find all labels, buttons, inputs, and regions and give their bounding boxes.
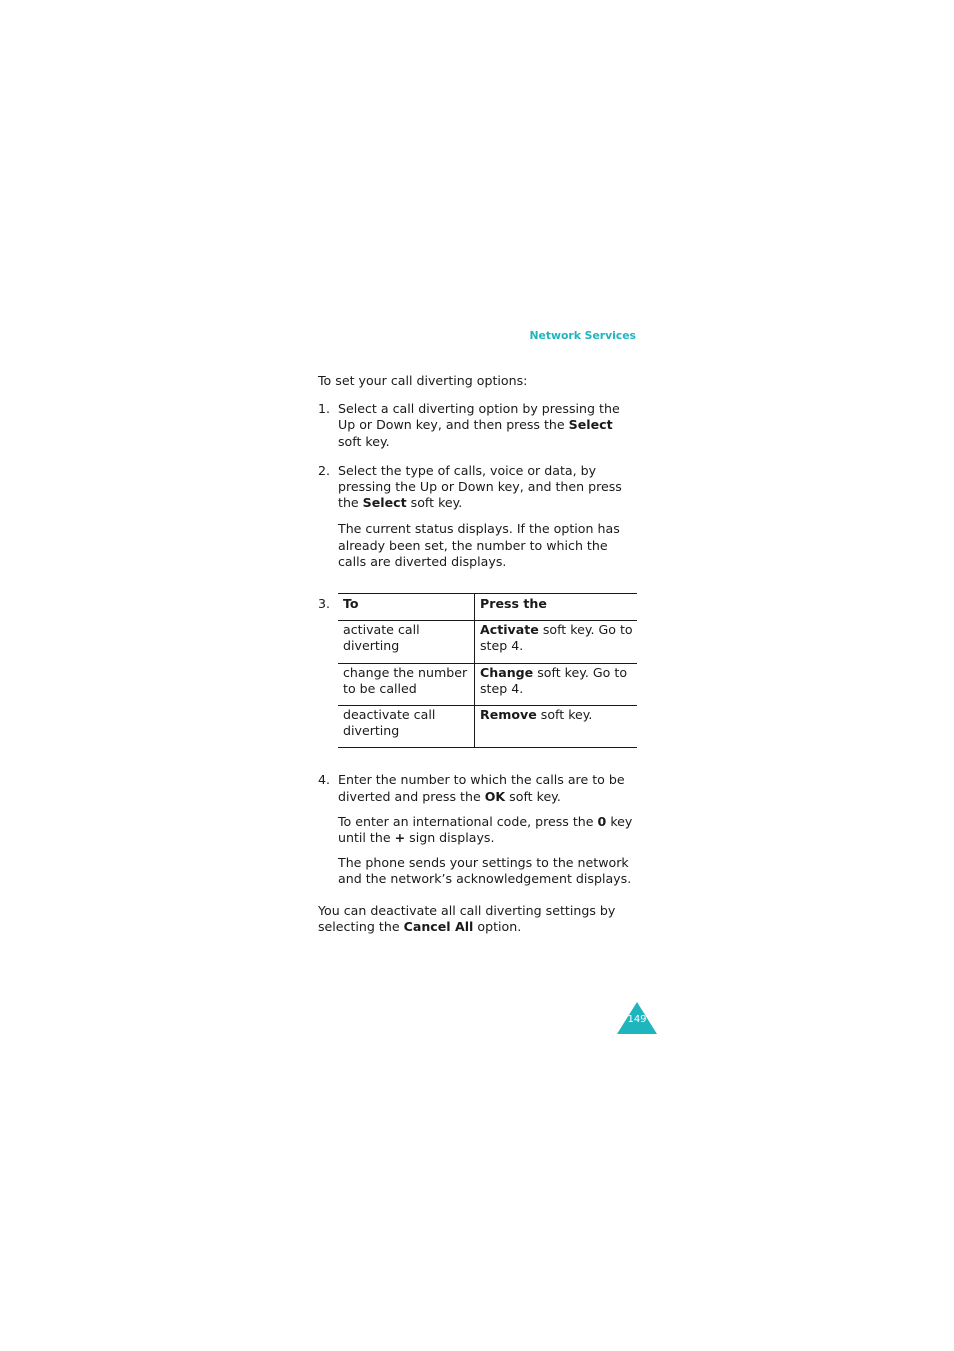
- step-4: [318, 772, 638, 804]
- table-header-row: [338, 594, 637, 621]
- table-cell-to: activate call diverting: [338, 621, 475, 663]
- page-number: 149: [627, 1014, 647, 1025]
- column-header-to: To: [338, 594, 475, 621]
- table-cell-to: deactivate call diverting: [338, 706, 475, 748]
- cancel-all-label: Cancel All: [403, 918, 474, 934]
- cancel-all-note: You can deactivate all call diverting settings by selecting the Cancel All option.: [318, 902, 616, 934]
- step-3: [318, 593, 638, 748]
- step-number: 3.: [318, 596, 331, 612]
- table-row: [338, 663, 637, 705]
- column-header-press: Press the: [475, 594, 638, 621]
- table-cell-press: Activate soft key. Go to step 4.: [475, 621, 638, 663]
- intro-text: To set your call diverting options:: [318, 373, 528, 388]
- page-number-badge: [617, 1002, 657, 1034]
- step-number: 4.: [318, 772, 331, 788]
- page-content: [318, 373, 638, 935]
- international-code-note: To enter an international code, press the 0 key until the + sign displays.: [338, 813, 633, 846]
- select-key-label: Select: [362, 495, 407, 511]
- step-number: 1.: [318, 401, 331, 417]
- table-row: [338, 706, 637, 748]
- options-table: [338, 593, 637, 748]
- network-ack-note: The phone sends your settings to the network and the network’s acknowledgement displays.: [338, 855, 632, 887]
- select-key-label: Select: [568, 417, 613, 433]
- step-2-text: Select the type of calls, voice or data, by pressing the Up or Down key, and then press the Select soft key.: [338, 462, 622, 511]
- table-cell-press: Remove soft key.: [475, 706, 638, 748]
- step-1: [318, 401, 638, 450]
- step-number: 2.: [318, 462, 331, 478]
- status-note: The current status displays. If the option has already been set, the number to which the calls are diverted displays.: [338, 521, 620, 569]
- table-cell-press: Change soft key. Go to step 4.: [475, 663, 638, 705]
- step-4-text: Enter the number to which the calls are to be diverted and press the OK soft key.: [338, 772, 625, 804]
- section-title: Network Services: [529, 329, 636, 342]
- step-1-text: Select a call diverting option by pressing the Up or Down key, and then press the Select soft key.: [338, 401, 620, 449]
- step-2: [318, 463, 638, 512]
- table-row: [338, 621, 637, 663]
- table-cell-to: change the number to be called: [338, 663, 475, 705]
- ok-key-label: OK: [484, 788, 506, 804]
